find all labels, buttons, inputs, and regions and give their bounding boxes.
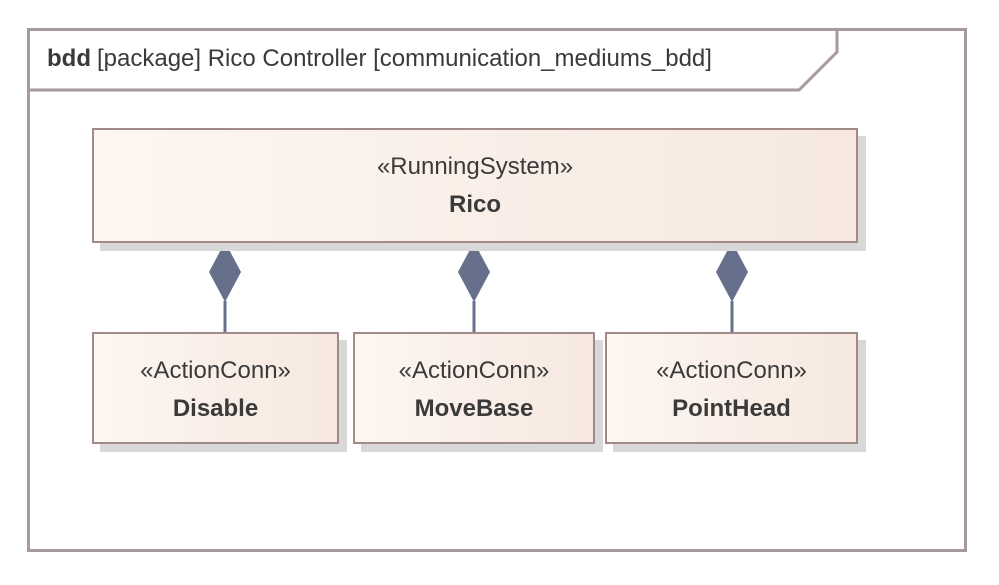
block-pointhead[interactable] (605, 332, 858, 444)
block-movebase[interactable] (353, 332, 595, 444)
block-stereotype: «ActionConn» (140, 357, 291, 384)
block-stereotype: «RunningSystem» (376, 153, 574, 180)
block-stereotype: «ActionConn» (398, 357, 550, 384)
block-name: Disable (172, 395, 259, 422)
block-name: Rico (448, 191, 501, 218)
composition-connector-disable[interactable] (209, 242, 241, 333)
block-name: PointHead (672, 395, 791, 422)
frame-title-text: [package] Rico Controller [communication_mediums_bdd] (96, 45, 712, 72)
block-stereotype: «ActionConn» (656, 357, 807, 384)
composition-connector-pointhead[interactable] (716, 242, 748, 333)
block-name: MoveBase (414, 395, 534, 422)
composition-diamond-icon (716, 242, 748, 302)
block-disable[interactable] (92, 332, 339, 444)
block-rico[interactable] (92, 128, 858, 243)
composition-connector-movebase[interactable] (458, 242, 490, 333)
composition-diamond-icon (458, 242, 490, 302)
composition-diamond-icon (209, 242, 241, 302)
frame-kind: bdd (47, 45, 91, 72)
